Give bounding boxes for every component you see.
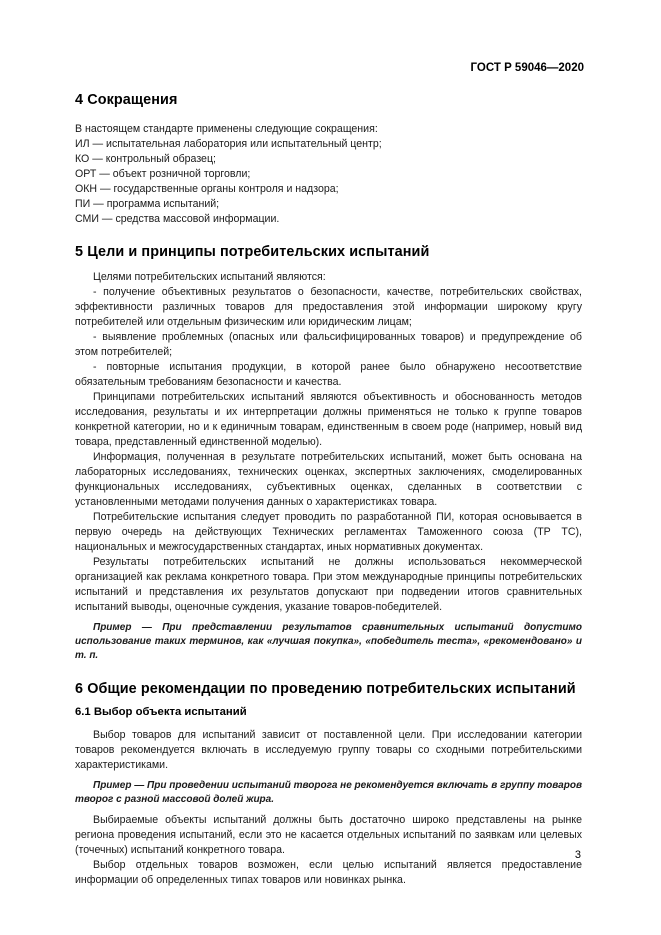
section-5-paragraph: Целями потребительских испытаний являются: (93, 271, 326, 283)
section-6-title: 6 Общие рекомендации по проведению потребительских испытаний (75, 681, 576, 697)
abbr-item: ИЛ — испытательная лаборатория или испытательный центр; (75, 138, 382, 150)
section-6-example: Пример — При проведении испытаний творога не рекомендуется включать в группу товаров творог с разной массовой долей жира. (75, 780, 582, 805)
section-4-intro: В настоящем стандарте применены следующие сокращения: (75, 123, 378, 135)
section-5-title: 5 Цели и принципы потребительских испытаний (75, 244, 430, 260)
section-5-paragraph: - выявление проблемных (опасных или фальсифицированных товаров) и предупреждение об этом потребителей; (75, 331, 582, 358)
section-4-title: 4 Сокращения (75, 92, 178, 108)
page-content (75, 92, 582, 888)
section-5-paragraph: Результаты потребительских испытаний не должны использоваться некоммерческой организацией как реклама конкретного товара. При этом международные принципы потребительских испытаний и представления их результатов допускают при подведении итогов сравнительных испытаний выводы, оценочные суждения, указание товаров-победителей. (75, 556, 582, 613)
abbr-item: КО — контрольный образец; (75, 153, 216, 165)
subsection-6-1-title: 6.1 Выбор объекта испытаний (75, 706, 247, 718)
section-5-paragraph: Потребительские испытания следует проводить по разработанной ПИ, которая основывается в первую очередь на действующих Технических регламентах Таможенного союза (ТР ТС), национальных и межгосударственных стандартах, иных нормативных документах. (75, 511, 582, 553)
section-5-paragraph: - получение объективных результатов о безопасности, качестве, потребительских свойствах, эффективности различных товаров для предоставления этой информации широкому кругу потребителей или отдельным физическим или юридическим лицам; (75, 286, 582, 328)
abbr-item: ОКН — государственные органы контроля и надзора; (75, 183, 339, 195)
section-5-example: Пример — При представлении результатов сравнительных испытаний допустимо использование таких терминов, как «лучшая покупка», «победитель теста», «рекомендовано» и т. п. (75, 622, 582, 661)
section-5-paragraph: - повторные испытания продукции, в которой ранее было обнаружено несоответствие обязательным требованиям безопасности и качества. (75, 361, 582, 388)
document-code: ГОСТ Р 59046—2020 (470, 62, 584, 74)
abbr-item: ПИ — программа испытаний; (75, 198, 220, 210)
section-6-paragraph: Выбираемые объекты испытаний должны быть достаточно широко представлены на рынке региона проведения испытаний, если это не касается отдельных испытаний по заявкам или целевых (точечных) испытаний конкретного товара. (75, 814, 582, 856)
abbr-item: ОРТ — объект розничной торговли; (75, 168, 251, 180)
page-number: 3 (574, 849, 581, 861)
section-5-paragraph: Информация, полученная в результате потребительских испытаний, может быть основана на лабораторных исследованиях, технических оценках, экспертных заключениях, смоделированных функциональных исследованиях, субъективных оценках, сделанных в соответствии с установленными методами получения данных о характеристиках товара. (75, 451, 582, 508)
section-6-paragraph: Выбор товаров для испытаний зависит от поставленной цели. При исследовании категории товаров рекомендуется включать в исследуемую группу товары со сходными потребительскими характеристиками. (75, 729, 582, 771)
section-5-paragraph: Принципами потребительских испытаний являются объективность и обоснованность методов исследования, результаты и их интерпретации должны применяться не только к группе товаров конкретной категории, но и к единичным товарам, единственным в своем роде (например, новый вид товара, представленный единственной моделью). (75, 391, 582, 448)
abbr-item: СМИ — средства массовой информации. (75, 213, 280, 225)
section-6-paragraph: Выбор отдельных товаров возможен, если целью испытаний является предоставление информации об определенных типах товаров или новинках рынка. (75, 859, 582, 886)
